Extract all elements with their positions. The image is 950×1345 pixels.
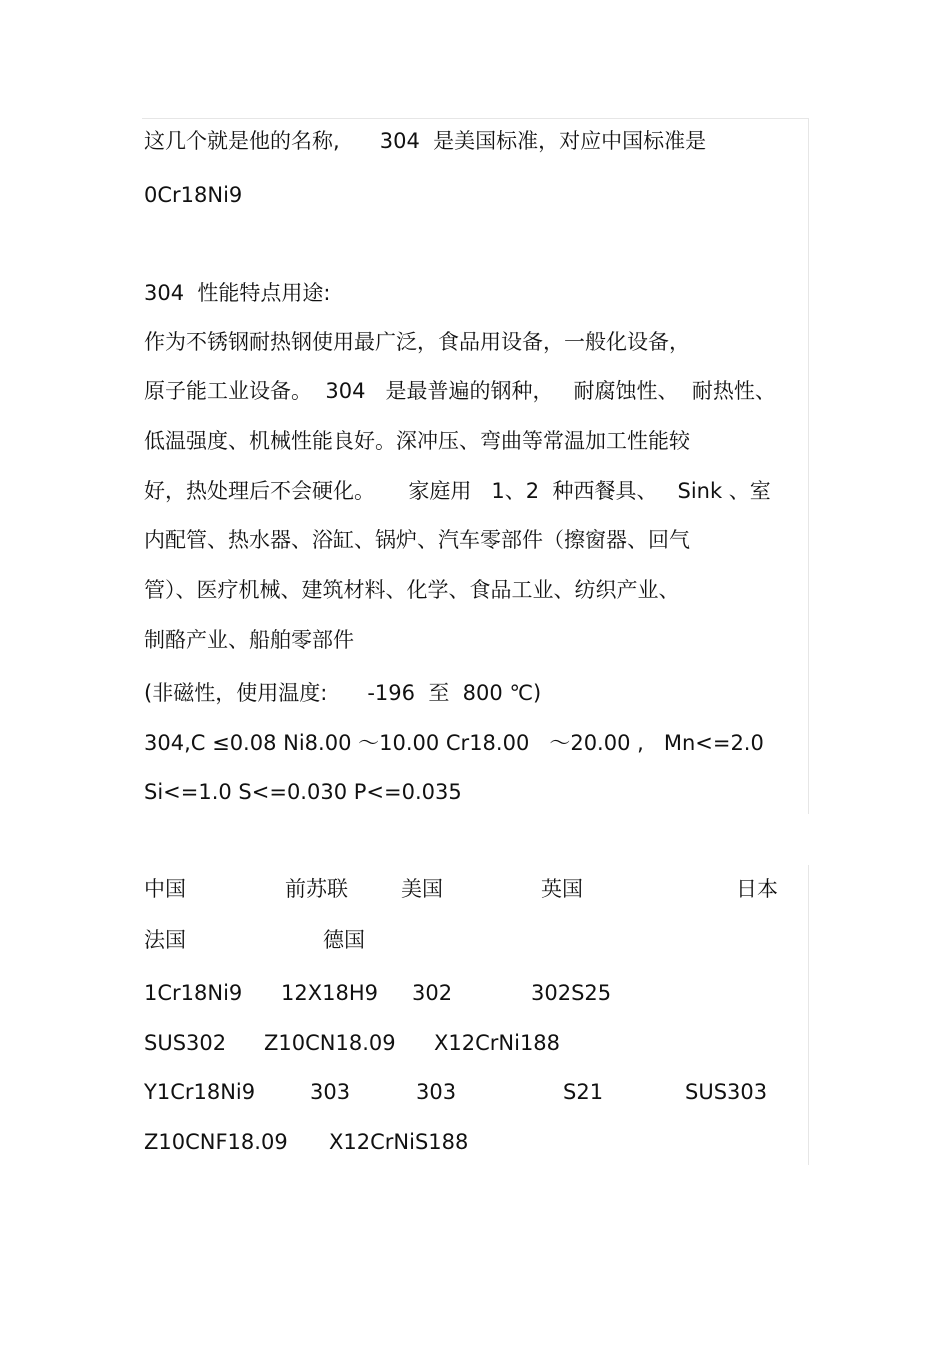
table-block-frame <box>142 865 809 1165</box>
section-heading: 304 性能特点用途: <box>144 281 331 305</box>
header-cell: 中国 <box>144 877 186 901</box>
paragraph-line: 管）、医疗机械、建筑材料、化学、食品工业、纺织产业、 <box>144 578 680 602</box>
paragraph-line: 作为不锈钢耐热钢使用最广泛，食品用设备，一般化设备， <box>144 330 690 354</box>
header-cell: 英国 <box>541 877 583 901</box>
table-cell: Y1Cr18Ni9 <box>144 1080 256 1104</box>
header-cell: 法国 <box>144 928 186 952</box>
header-cell: 美国 <box>401 877 443 901</box>
table-cell: 1Cr18Ni9 <box>144 981 243 1005</box>
table-cell: Z10CN18.09 <box>264 1031 396 1055</box>
table-cell: 302S25 <box>531 981 612 1005</box>
text-block-frame <box>142 118 809 814</box>
paragraph-line: (非磁性，使用温度: -196 至 800 ℃) <box>144 681 542 705</box>
header-cell: 前苏联 <box>285 877 348 901</box>
header-cell: 日本 <box>736 877 778 901</box>
table-cell: SUS302 <box>144 1031 227 1055</box>
composition-line: Si<=1.0 S<=0.030 P<=0.035 <box>144 780 462 804</box>
header-cell: 德国 <box>323 928 365 952</box>
paragraph-line: 内配管、热水器、浴缸、锅炉、汽车零部件（擦窗器、回气 <box>144 528 690 552</box>
paragraph-line: 好，热处理后不会硬化。 家庭用 1、2 种西餐具、 Sink 、室 <box>144 479 771 503</box>
table-cell: 302 <box>412 981 453 1005</box>
table-cell: 303 <box>416 1080 457 1104</box>
paragraph-line: 低温强度、机械性能良好。深冲压、弯曲等常温加工性能较 <box>144 429 690 453</box>
composition-line: 304,C ≤0.08 Ni8.00 ～10.00 Cr18.00 ～20.00 , Mn<=2.0 <box>144 731 764 755</box>
table-cell: 303 <box>310 1080 351 1104</box>
intro-line: 这几个就是他的名称, 304 是美国标准，对应中国标准是 <box>144 129 707 153</box>
intro-line: 0Cr18Ni9 <box>144 183 243 207</box>
table-cell: X12CrNiS188 <box>329 1130 469 1154</box>
table-cell: 12X18H9 <box>281 981 378 1005</box>
table-cell: X12CrNi188 <box>434 1031 561 1055</box>
table-cell: SUS303 <box>685 1080 768 1104</box>
paragraph-line: 制酪产业、船舶零部件 <box>144 628 354 652</box>
paragraph-line: 原子能工业设备。 304 是最普遍的钢种， 耐腐蚀性、 耐热性、 <box>144 379 776 403</box>
table-cell: Z10CNF18.09 <box>144 1130 288 1154</box>
table-cell: S21 <box>563 1080 604 1104</box>
